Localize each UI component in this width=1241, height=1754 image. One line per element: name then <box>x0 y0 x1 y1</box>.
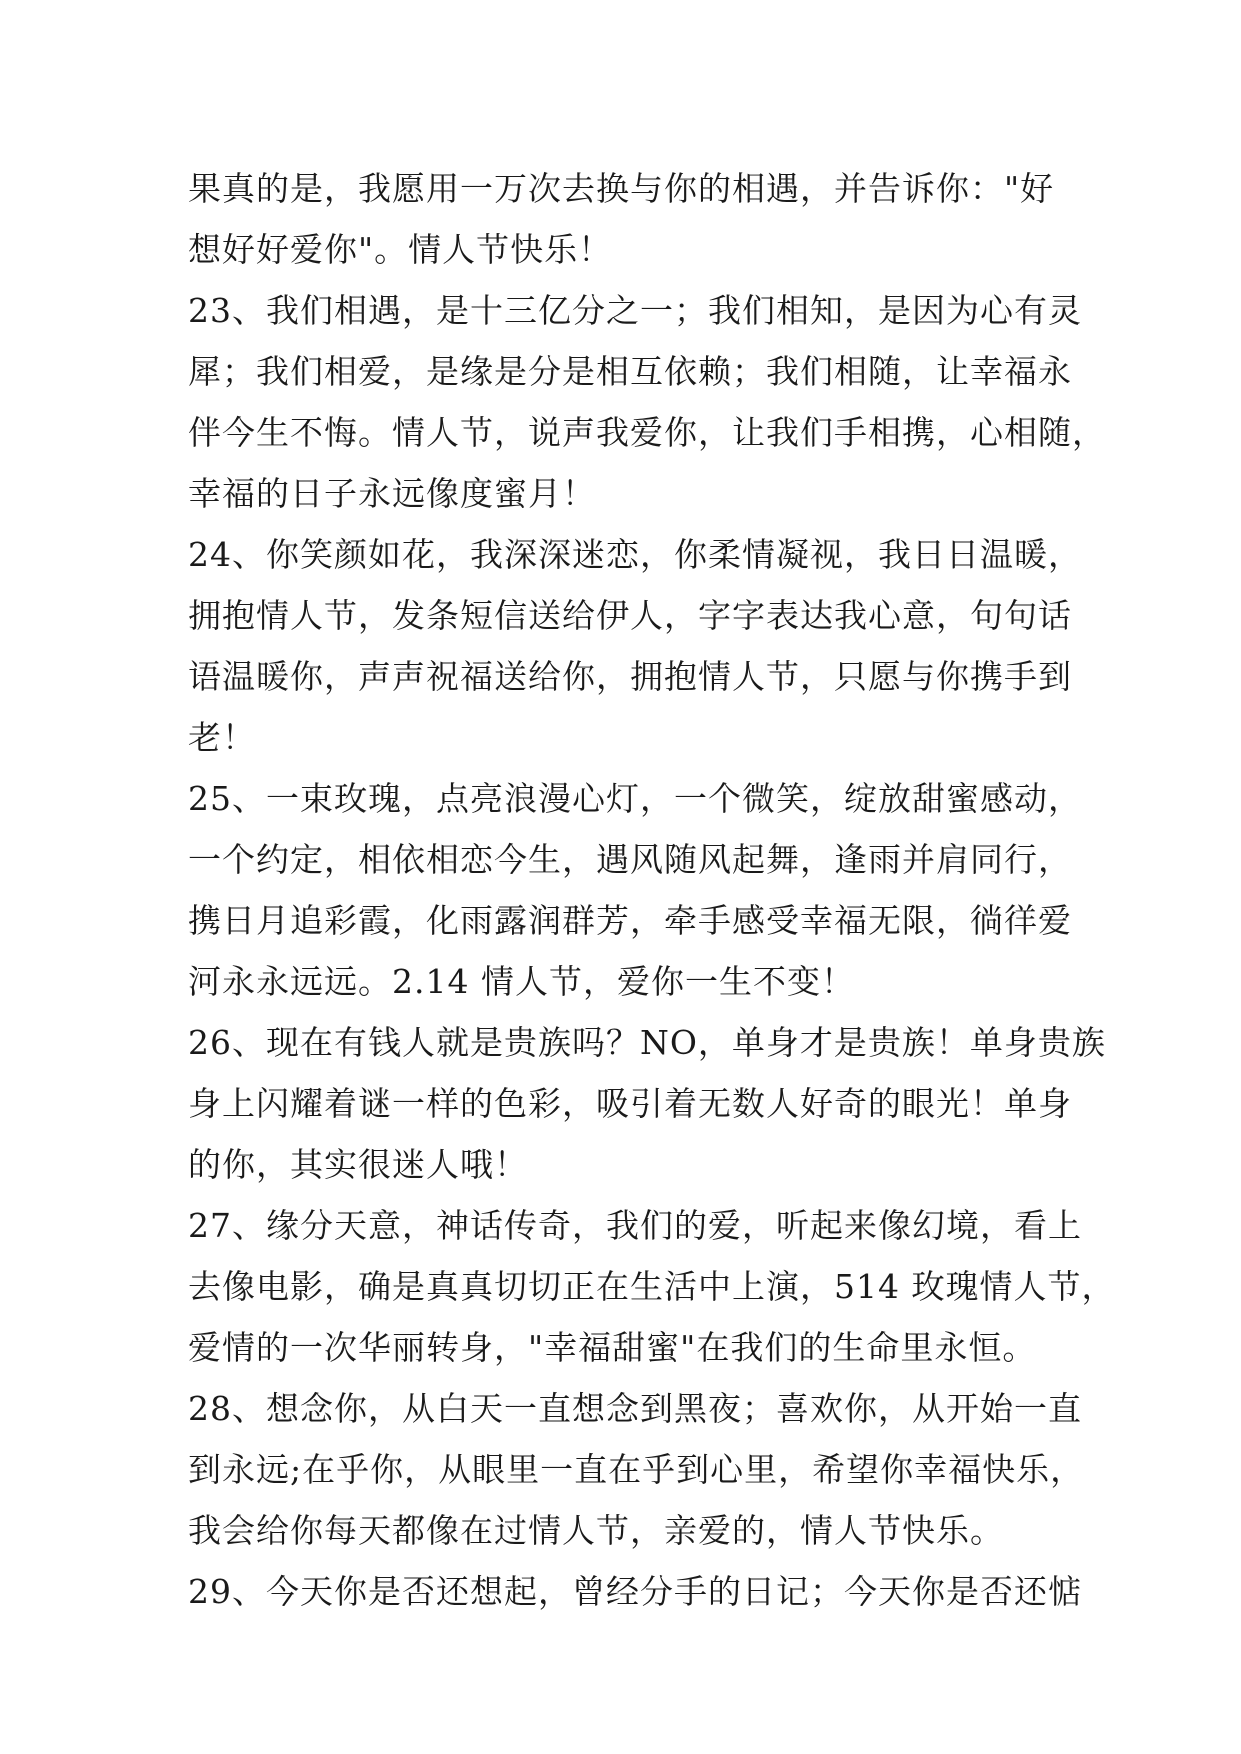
text-line: 携日月追彩霞，化雨露润群芳，牵手感受幸福无限，徜徉爱 <box>188 901 1072 940</box>
text-line: 果真的是，我愿用一万次去换与你的相遇，并告诉你："好 <box>188 169 1055 208</box>
text-line: 25、一束玫瑰，点亮浪漫心灯，一个微笑，绽放甜蜜感动， <box>188 779 1082 818</box>
text-line: 拥抱情人节，发条短信送给伊人，字字表达我心意，句句话 <box>188 596 1072 635</box>
text-line: 身上闪耀着谜一样的色彩，吸引着无数人好奇的眼光！单身 <box>188 1084 1072 1123</box>
text-line: 幸福的日子永远像度蜜月！ <box>188 474 596 513</box>
text-line: 河永永远远。2.14 情人节，爱你一生不变！ <box>188 962 855 1001</box>
text-line: 的你，其实很迷人哦！ <box>188 1145 528 1184</box>
text-line: 伴今生不悔。情人节，说声我爱你，让我们手相携，心相随， <box>188 413 1106 452</box>
text-line: 想好好爱你"。情人节快乐！ <box>188 230 613 269</box>
text-line: 到永远;在乎你，从眼里一直在乎到心里，希望你幸福快乐， <box>188 1450 1085 1489</box>
text-line: 一个约定，相依相恋今生，遇风随风起舞，逢雨并肩同行， <box>188 840 1072 879</box>
document-body <box>188 158 1116 1622</box>
text-line: 去像电影，确是真真切切正在生活中上演，514 玫瑰情人节， <box>188 1267 1116 1306</box>
text-line: 28、想念你，从白天一直想念到黑夜；喜欢你，从开始一直 <box>188 1389 1082 1428</box>
text-line: 23、我们相遇，是十三亿分之一；我们相知，是因为心有灵 <box>188 291 1082 330</box>
text-line: 29、今天你是否还想起，曾经分手的日记；今天你是否还惦 <box>188 1572 1082 1611</box>
text-line: 27、缘分天意，神话传奇，我们的爱，听起来像幻境，看上 <box>188 1206 1082 1245</box>
text-line: 语温暖你，声声祝福送给你，拥抱情人节，只愿与你携手到 <box>188 657 1072 696</box>
text-line: 老！ <box>188 718 256 757</box>
text-line: 爱情的一次华丽转身，"幸福甜蜜"在我们的生命里永恒。 <box>188 1328 1037 1367</box>
text-line: 我会给你每天都像在过情人节，亲爱的，情人节快乐。 <box>188 1511 1004 1550</box>
text-line: 犀；我们相爱，是缘是分是相互依赖；我们相随，让幸福永 <box>188 352 1072 391</box>
text-line: 26、现在有钱人就是贵族吗？NO，单身才是贵族！单身贵族 <box>188 1023 1106 1062</box>
text-line: 24、你笑颜如花，我深深迷恋，你柔情凝视，我日日温暖， <box>188 535 1082 574</box>
